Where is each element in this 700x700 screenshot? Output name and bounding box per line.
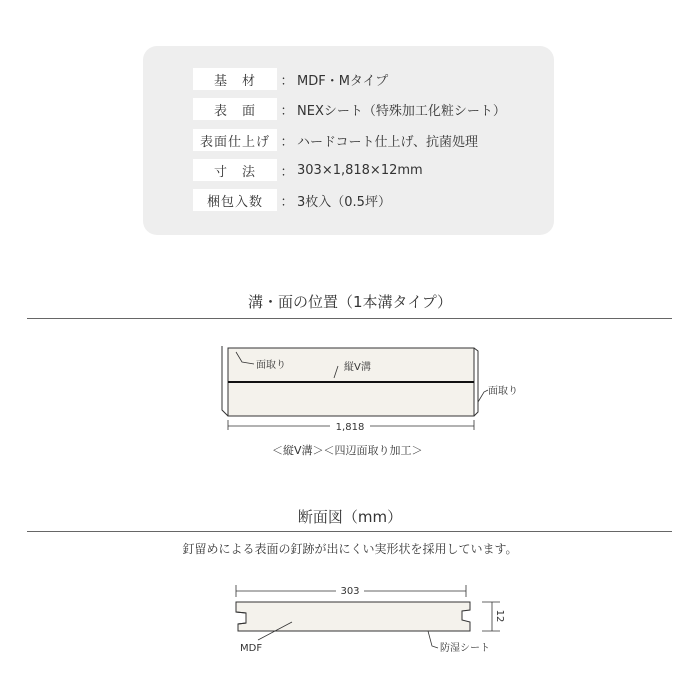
spec-row-substrate bbox=[193, 68, 388, 90]
groove-caption: ＜縦V溝＞＜四辺面取り加工＞ bbox=[272, 444, 423, 457]
spec-row-surface bbox=[193, 98, 506, 120]
label-mdf: MDF bbox=[240, 643, 263, 654]
spec-row-dimensions bbox=[193, 159, 423, 181]
cross-section-diagram bbox=[0, 580, 700, 660]
spec-row-finish bbox=[193, 129, 478, 151]
spec-row-package bbox=[193, 189, 391, 211]
spec-colon: ： bbox=[280, 73, 294, 89]
spec-label: 寸 法 bbox=[193, 159, 277, 181]
spec-label: 基 材 bbox=[193, 68, 277, 90]
spec-value: NEXシート（特殊加工化粧シート） bbox=[297, 103, 506, 119]
divider bbox=[27, 318, 672, 319]
spec-card bbox=[143, 46, 554, 235]
spec-colon: ： bbox=[280, 103, 294, 119]
label-chamfer-left: 面取り bbox=[256, 360, 286, 371]
spec-colon: ： bbox=[280, 194, 294, 210]
label-chamfer-right: 面取り bbox=[488, 386, 518, 397]
groove-diagram bbox=[0, 330, 700, 440]
spec-value: 303×1,818×12mm bbox=[297, 162, 423, 178]
label-moisture-sheet: 防湿シート bbox=[440, 643, 490, 654]
spec-label: 表面仕上げ bbox=[193, 129, 277, 151]
cross-section-title: 断面図（mm） bbox=[297, 508, 403, 526]
spec-value: MDF・Mタイプ bbox=[297, 73, 389, 89]
cross-section-description: 釘留めによる表面の釘跡が出にくい実形状を採用しています。 bbox=[182, 542, 518, 556]
label-groove: 縦V溝 bbox=[344, 362, 371, 373]
length-dimension: 1,818 bbox=[335, 422, 365, 433]
spec-colon: ： bbox=[280, 164, 294, 180]
width-dimension: 303 bbox=[340, 586, 360, 597]
spec-label: 表 面 bbox=[193, 98, 277, 120]
spec-value: 3枚入（0.5坪） bbox=[297, 194, 391, 210]
spec-value: ハードコート仕上げ、抗菌処理 bbox=[297, 134, 478, 150]
spec-label: 梱包入数 bbox=[193, 189, 277, 211]
groove-section-title: 溝・面の位置（1本溝タイプ） bbox=[248, 293, 452, 311]
thickness-dimension: 12 bbox=[494, 609, 505, 623]
spec-colon: ： bbox=[280, 134, 294, 150]
divider bbox=[27, 531, 672, 532]
